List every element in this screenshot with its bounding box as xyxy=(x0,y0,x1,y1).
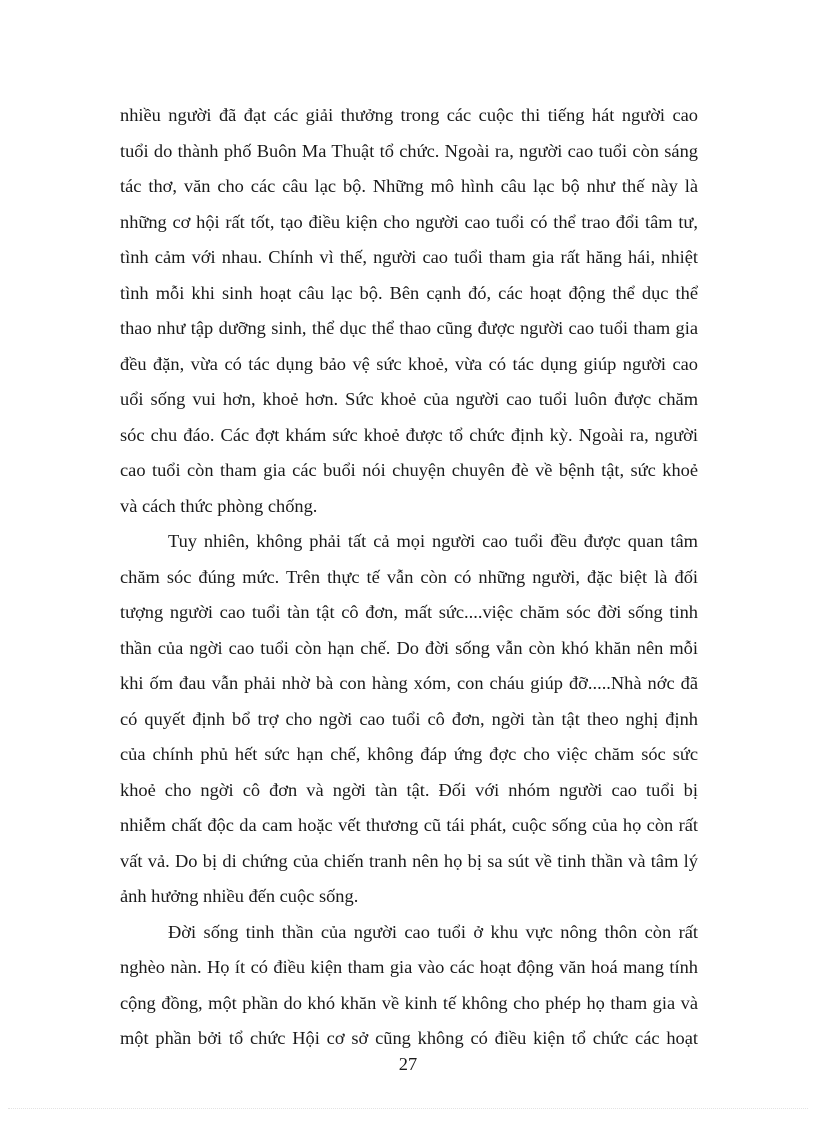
text-line: và cách thức phòng chống. xyxy=(120,495,318,516)
text-line: một phần bởi tổ chức Hội cơ sở cũng không có điều kiện tổ chức các hoạt xyxy=(120,1028,698,1048)
text-line: cao tuổi còn tham gia các buổi nói chuyện chuyên đè về bệnh tật, sức khoẻ xyxy=(120,460,698,480)
paragraph xyxy=(120,524,698,915)
text-line: đều đặn, vừa có tác dụng bảo vệ sức khoẻ, vừa có tác dụng giúp người cao xyxy=(120,353,698,374)
text-line: tác thơ, văn cho các câu lạc bộ. Những mô hình câu lạc bộ như thế này là xyxy=(120,176,698,196)
text-line: những cơ hội rất tốt, tạo điều kiện cho người cao tuổi có thể trao đổi tâm tư, xyxy=(120,211,698,232)
text-line: tuổi do thành phố Buôn Ma Thuật tổ chức. Ngoài ra, người cao tuổi còn sáng xyxy=(120,140,698,161)
text-line: Đời sống tinh thần của người cao tuổi ở khu vực nông thôn còn rất xyxy=(168,921,698,942)
text-line: nghèo nàn. Họ ít có điều kiện tham gia vào các hoạt động văn hoá mang tính xyxy=(120,957,698,977)
text-line: tình cảm với nhau. Chính vì thế, người cao tuổi tham gia rất hăng hái, nhiệt xyxy=(120,247,698,267)
text-line: thao như tập dưỡng sinh, thể dục thể thao cũng được người cao tuổi tham gia xyxy=(120,318,698,338)
text-line: tình mỗi khi sinh hoạt câu lạc bộ. Bên cạnh đó, các hoạt động thể dục thể xyxy=(120,282,698,303)
page-bottom-divider xyxy=(8,1108,808,1109)
text-line: chăm sóc đúng mức. Trên thực tế vẫn còn có những người, đặc biệt là đối xyxy=(120,566,698,587)
text-line: thần của ngời cao tuổi còn hạn chế. Do đời sống vẫn còn khó khăn nên mỗi xyxy=(120,637,698,658)
text-line: vất vả. Do bị di chứng của chiến tranh nên họ bị sa sút về tinh thần và tâm lý xyxy=(120,850,698,871)
paragraph xyxy=(120,98,698,524)
page-number: 27 xyxy=(398,1054,418,1074)
text-line: uổi sống vui hơn, khoẻ hơn. Sức khoẻ của người cao tuổi luôn được chăm xyxy=(120,389,698,409)
text-line: ảnh hưởng nhiều đến cuộc sống. xyxy=(120,886,359,906)
text-line: nhiễm chất độc da cam hoặc vết thương cũ tái phát, cuộc sống của họ còn rất xyxy=(120,815,698,835)
text-line: sóc chu đáo. Các đợt khám sức khoẻ được tổ chức định kỳ. Ngoài ra, người xyxy=(120,424,698,445)
text-line: có quyết định bổ trợ cho ngời cao tuổi cô đơn, ngời tàn tật theo nghị định xyxy=(120,708,698,729)
paragraph xyxy=(120,915,698,1057)
text-line: của chính phủ hết sức hạn chế, không đáp ứng đợc cho việc chăm sóc sức xyxy=(120,744,698,764)
text-line: tượng người cao tuổi tàn tật cô đơn, mất sức....việc chăm sóc đời sống tinh xyxy=(120,602,698,622)
text-line: khi ốm đau vẫn phải nhờ bà con hàng xóm, con cháu giúp đỡ.....Nhà nớc đã xyxy=(120,673,698,693)
text-line: nhiều người đã đạt các giải thưởng trong các cuộc thi tiếng hát người cao xyxy=(120,105,698,125)
body-text xyxy=(120,98,698,1057)
text-line: khoẻ cho ngời cô đơn và ngời tàn tật. Đối với nhóm người cao tuổi bị xyxy=(120,779,698,800)
text-line: Tuy nhiên, không phải tất cả mọi người cao tuổi đều được quan tâm xyxy=(168,531,698,551)
text-line: cộng đồng, một phần do khó khăn về kinh tế không cho phép họ tham gia và xyxy=(120,992,698,1013)
